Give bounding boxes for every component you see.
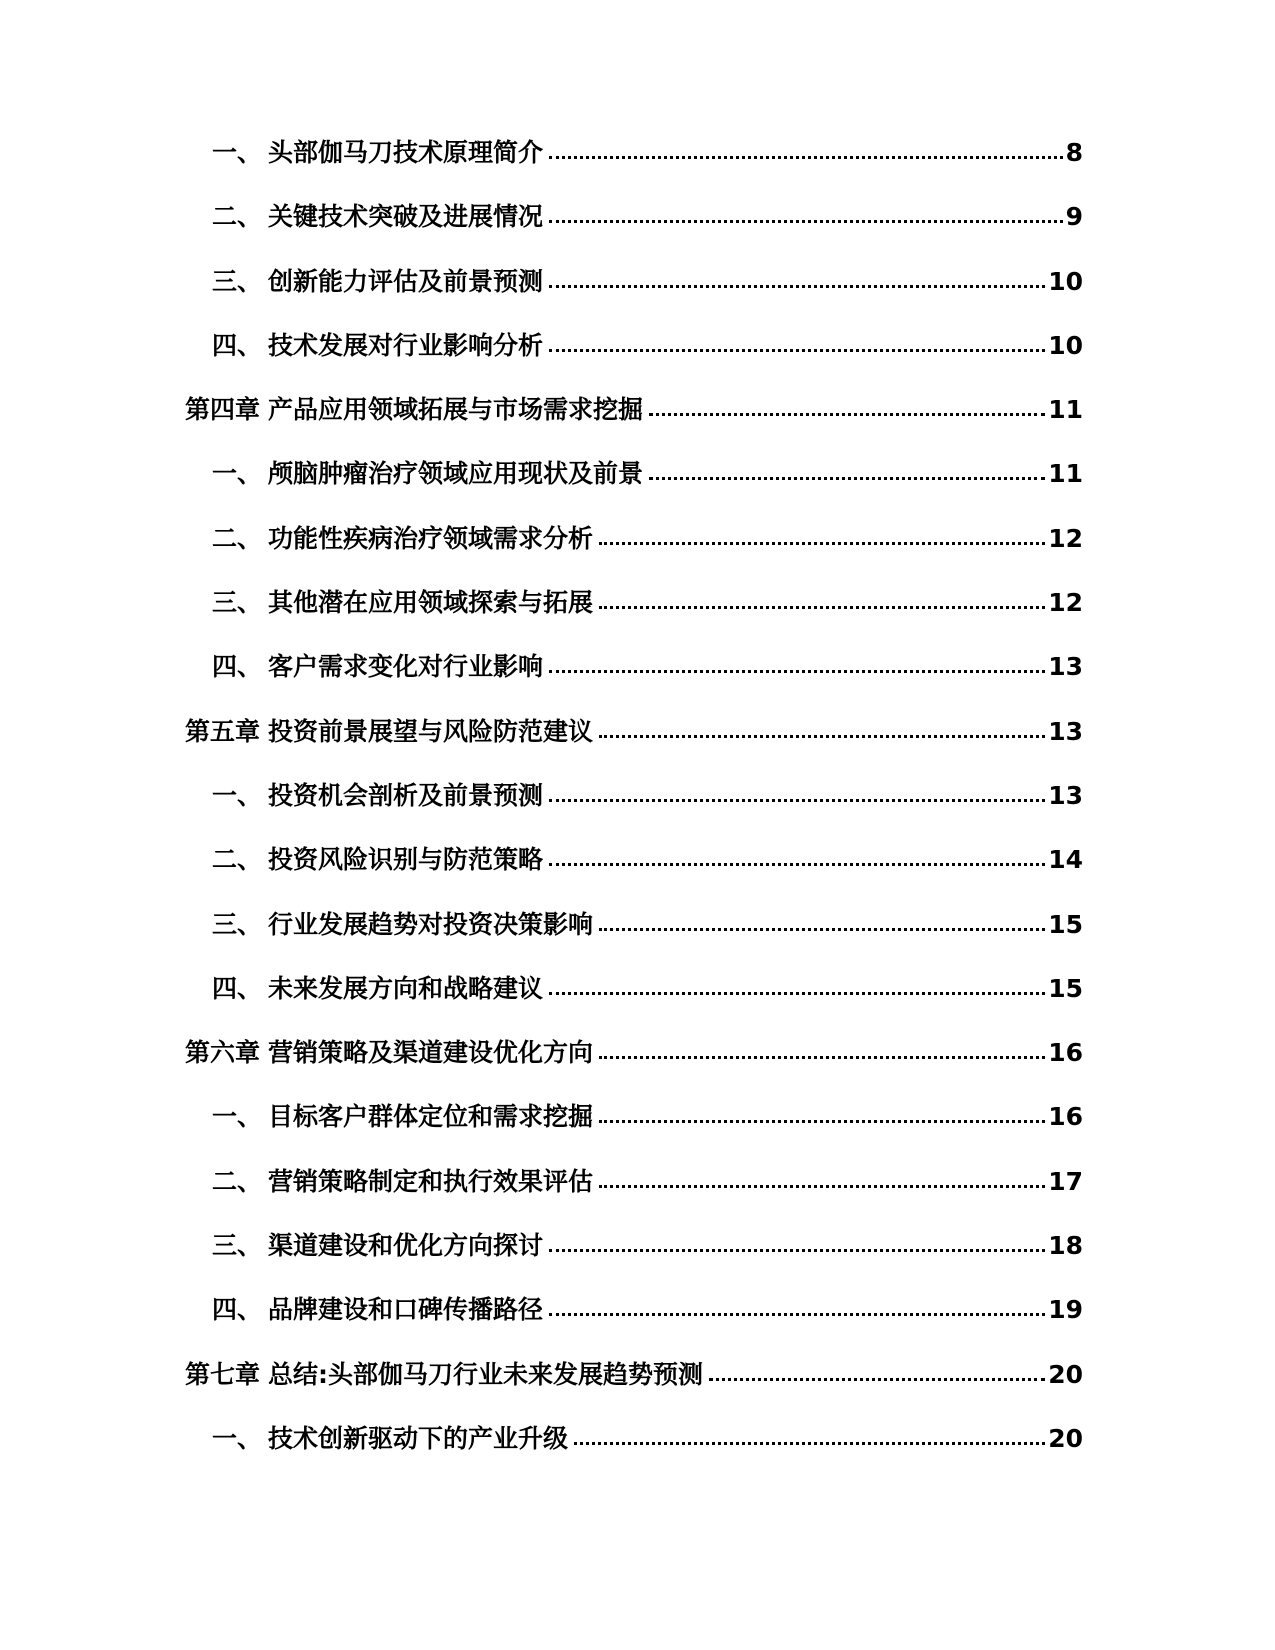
toc-page-number: 16 — [1048, 1102, 1083, 1132]
toc-entry-title: 品牌建设和口碑传播路径 — [268, 1295, 544, 1325]
toc-section-entry[interactable] — [185, 780, 1083, 847]
toc-entry-title: 其他潜在应用领域探索与拓展 — [268, 588, 594, 618]
toc-dot-leader — [549, 156, 1063, 159]
toc-entry-number: 三、 — [212, 1231, 263, 1261]
toc-dot-leader — [709, 1378, 1045, 1381]
toc-dot-leader — [549, 670, 1045, 673]
toc-dot-leader — [549, 863, 1045, 866]
toc-dot-leader — [549, 220, 1063, 223]
toc-section-entry[interactable] — [185, 973, 1083, 1040]
toc-page-number: 13 — [1048, 780, 1083, 810]
toc-entry-number: 三、 — [212, 909, 263, 939]
toc-section-entry[interactable] — [185, 1297, 1083, 1361]
toc-entry-number: 三、 — [212, 266, 263, 296]
toc-entry-title: 投资前景展望与风险防范建议 — [268, 716, 594, 746]
toc-dot-leader — [649, 477, 1045, 480]
toc-entry-number: 一、 — [212, 459, 263, 489]
toc-entry-title: 产品应用领域拓展与市场需求挖掘 — [268, 395, 644, 425]
toc-entry-number: 第五章 — [185, 716, 261, 746]
toc-entry-number: 一、 — [212, 1102, 263, 1132]
toc-page-number: 12 — [1048, 588, 1083, 618]
toc-page-number: 12 — [1048, 523, 1083, 553]
toc-entry-number: 第四章 — [185, 395, 261, 425]
toc-entry-number: 二、 — [212, 845, 263, 875]
toc-dot-leader — [599, 928, 1045, 931]
toc-dot-leader — [599, 542, 1045, 545]
toc-entry-title: 关键技术突破及进展情况 — [268, 202, 544, 232]
toc-entry-title: 客户需求变化对行业影响 — [268, 652, 544, 682]
toc-section-entry[interactable] — [185, 1423, 1083, 1490]
toc-dot-leader — [549, 349, 1045, 352]
toc-page-number: 15 — [1048, 973, 1083, 1003]
toc-dot-leader — [549, 1313, 1045, 1316]
toc-page-number: 13 — [1048, 652, 1083, 682]
toc-dot-leader — [549, 799, 1045, 802]
toc-dot-leader — [649, 413, 1045, 416]
toc-dot-leader — [599, 1120, 1045, 1123]
toc-section-entry[interactable] — [185, 1104, 1083, 1168]
toc-page-number: 16 — [1048, 1038, 1083, 1068]
toc-section-entry[interactable] — [185, 1166, 1083, 1233]
toc-page-number: 13 — [1048, 716, 1083, 746]
toc-section-entry[interactable] — [185, 909, 1083, 976]
toc-entry-title: 投资机会剖析及前景预测 — [268, 780, 544, 810]
toc-entry-number: 四、 — [212, 330, 263, 360]
toc-dot-leader — [599, 1056, 1045, 1059]
toc-page-number: 19 — [1048, 1295, 1083, 1325]
toc-section-entry[interactable] — [185, 847, 1083, 911]
toc-entry-title: 技术创新驱动下的产业升级 — [268, 1423, 569, 1453]
toc-page-number: 20 — [1048, 1423, 1083, 1453]
toc-page-number: 11 — [1048, 459, 1083, 489]
toc-section-entry[interactable] — [185, 523, 1083, 590]
toc-entry-number: 第七章 — [185, 1359, 261, 1389]
toc-section-entry[interactable] — [185, 140, 1083, 204]
toc-entry-title: 颅脑肿瘤治疗领域应用现状及前景 — [268, 459, 644, 489]
toc-page-number: 14 — [1048, 845, 1083, 875]
toc-entry-title: 营销策略及渠道建设优化方向 — [268, 1038, 594, 1068]
toc-dot-leader — [599, 606, 1045, 609]
toc-entry-number: 二、 — [212, 1166, 263, 1196]
toc-page-number: 9 — [1065, 202, 1083, 232]
toc-dot-leader — [574, 1442, 1045, 1445]
toc-entry-title: 目标客户群体定位和需求挖掘 — [268, 1102, 594, 1132]
toc-dot-leader — [549, 992, 1045, 995]
toc-entry-number: 二、 — [212, 202, 263, 232]
toc-section-entry[interactable] — [185, 330, 1083, 397]
toc-entry-title: 头部伽马刀技术原理简介 — [268, 138, 544, 167]
toc-entry-number: 第六章 — [185, 1038, 261, 1068]
toc-entry-number: 一、 — [212, 138, 263, 167]
toc-page-number: 8 — [1065, 138, 1083, 167]
table-of-contents — [185, 140, 1083, 1490]
toc-entry-title: 营销策略制定和执行效果评估 — [268, 1166, 594, 1196]
toc-entry-title: 行业发展趋势对投资决策影响 — [268, 909, 594, 939]
toc-entry-title: 创新能力评估及前景预测 — [268, 266, 544, 296]
toc-dot-leader — [599, 735, 1045, 738]
toc-entry-title: 渠道建设和优化方向探讨 — [268, 1231, 544, 1261]
toc-dot-leader — [549, 1249, 1045, 1252]
toc-page-number: 15 — [1048, 909, 1083, 939]
toc-section-entry[interactable] — [185, 266, 1083, 333]
toc-entry-number: 四、 — [212, 1295, 263, 1325]
toc-chapter-entry[interactable] — [185, 1359, 1083, 1426]
toc-page-number: 18 — [1048, 1231, 1083, 1261]
toc-chapter-entry[interactable] — [185, 1040, 1083, 1104]
toc-entry-number: 二、 — [212, 523, 263, 553]
toc-entry-title: 总结:头部伽马刀行业未来发展趋势预测 — [268, 1359, 703, 1389]
toc-page-number: 17 — [1048, 1166, 1083, 1196]
toc-entry-number: 三、 — [212, 588, 263, 618]
toc-entry-title: 功能性疾病治疗领域需求分析 — [268, 523, 594, 553]
toc-page-number: 10 — [1048, 266, 1083, 296]
toc-dot-leader — [549, 285, 1045, 288]
toc-section-entry[interactable] — [185, 461, 1083, 525]
toc-entry-number: 一、 — [212, 780, 263, 810]
toc-entry-title: 技术发展对行业影响分析 — [268, 330, 544, 360]
toc-entry-number: 四、 — [212, 973, 263, 1003]
toc-section-entry[interactable] — [185, 590, 1083, 654]
toc-entry-number: 一、 — [212, 1423, 263, 1453]
toc-entry-title: 未来发展方向和战略建议 — [268, 973, 544, 1003]
toc-page-number: 11 — [1048, 395, 1083, 425]
toc-entry-title: 投资风险识别与防范策略 — [268, 845, 544, 875]
toc-section-entry[interactable] — [185, 204, 1083, 268]
toc-page-number: 10 — [1048, 330, 1083, 360]
toc-dot-leader — [599, 1185, 1045, 1188]
toc-chapter-entry[interactable] — [185, 716, 1083, 783]
toc-page-number: 20 — [1048, 1359, 1083, 1389]
toc-chapter-entry[interactable] — [185, 397, 1083, 461]
toc-entry-number: 四、 — [212, 652, 263, 682]
toc-section-entry[interactable] — [185, 1233, 1083, 1297]
toc-section-entry[interactable] — [185, 654, 1083, 718]
